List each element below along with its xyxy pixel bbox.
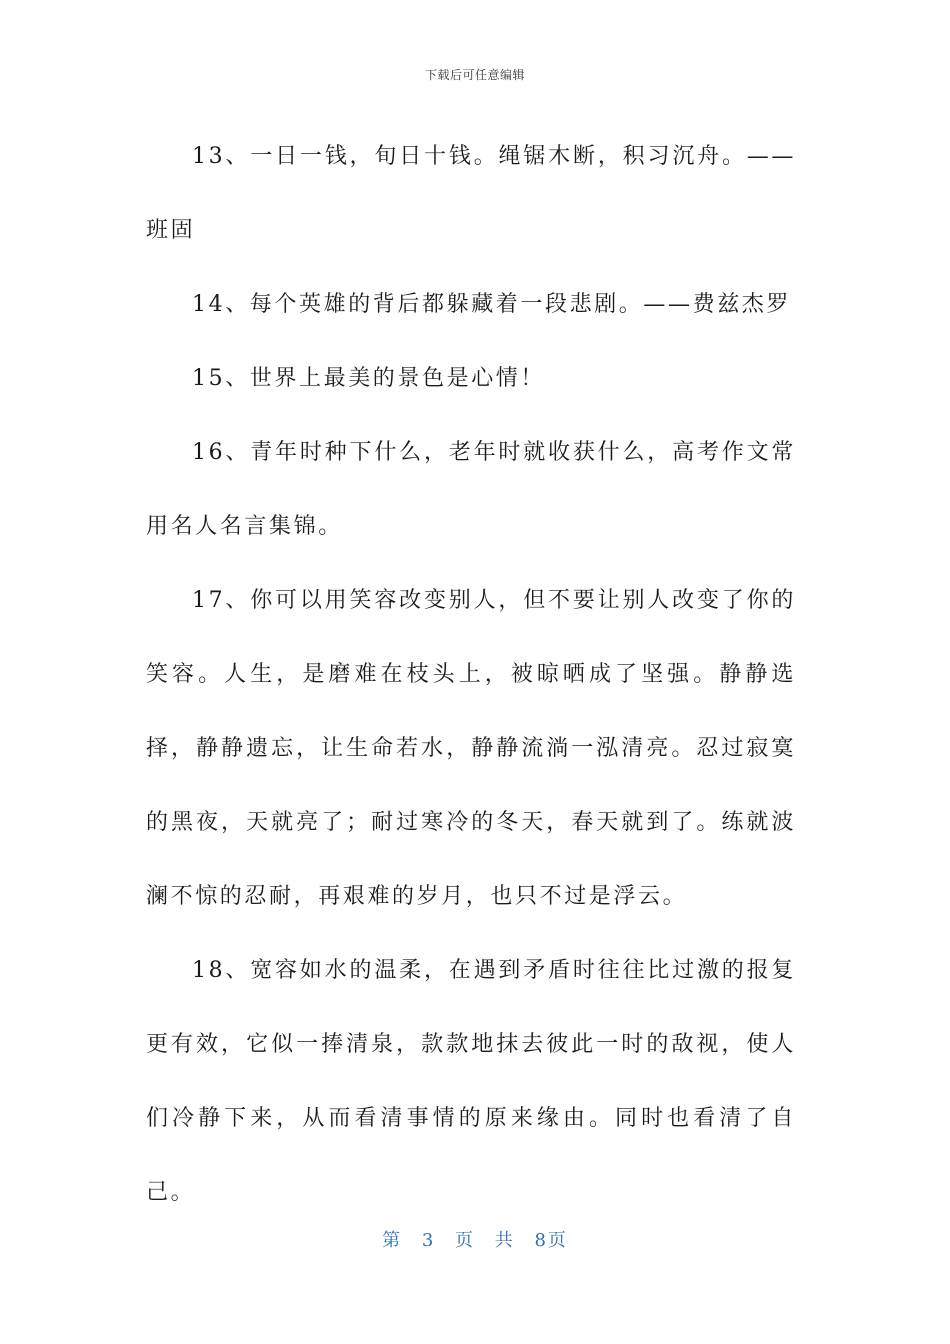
page-footer	[0, 1226, 950, 1252]
page-current: 3	[421, 1230, 436, 1251]
quote-17: 17、你可以用笑容改变别人，但不要让别人改变了你的笑容。人生，是磨难在枝头上，被晾晒成了坚强。静静选择，静静遗忘，让生命若水，静静流淌一泓清亮。忍过寂寞的黑夜，天就亮了；耐过寒冷的冬天，春天就到了。练就波澜不惊的忍耐，再艰难的岁月，也只不过是浮云。	[146, 588, 796, 909]
page-total: 8页	[534, 1230, 568, 1251]
quote-15: 15、世界上最美的景色是心情！	[192, 366, 545, 391]
document-body	[146, 120, 796, 1230]
quote-18: 18、宽容如水的温柔，在遇到矛盾时往往比过激的报复更有效，它似一捧清泉，款款地抹去彼此一时的敌视，使人们冷静下来，从而看清事情的原来缘由。同时也看清了自己。	[146, 958, 796, 1205]
page-unit: 页	[455, 1230, 475, 1251]
quote-14: 14、每个英雄的背后都躲藏着一段悲剧。——费兹杰罗	[192, 292, 791, 317]
header-note: 下载后可任意编辑	[424, 68, 525, 82]
quote-16: 16、青年时种下什么，老年时就收获什么，高考作文常用名人名言集锦。	[146, 440, 796, 539]
total-label: 共	[494, 1230, 515, 1251]
page-label: 第	[382, 1230, 403, 1251]
quote-13: 13、一日一钱，旬日十钱。绳锯木断，积习沉舟。——班固	[146, 144, 796, 243]
